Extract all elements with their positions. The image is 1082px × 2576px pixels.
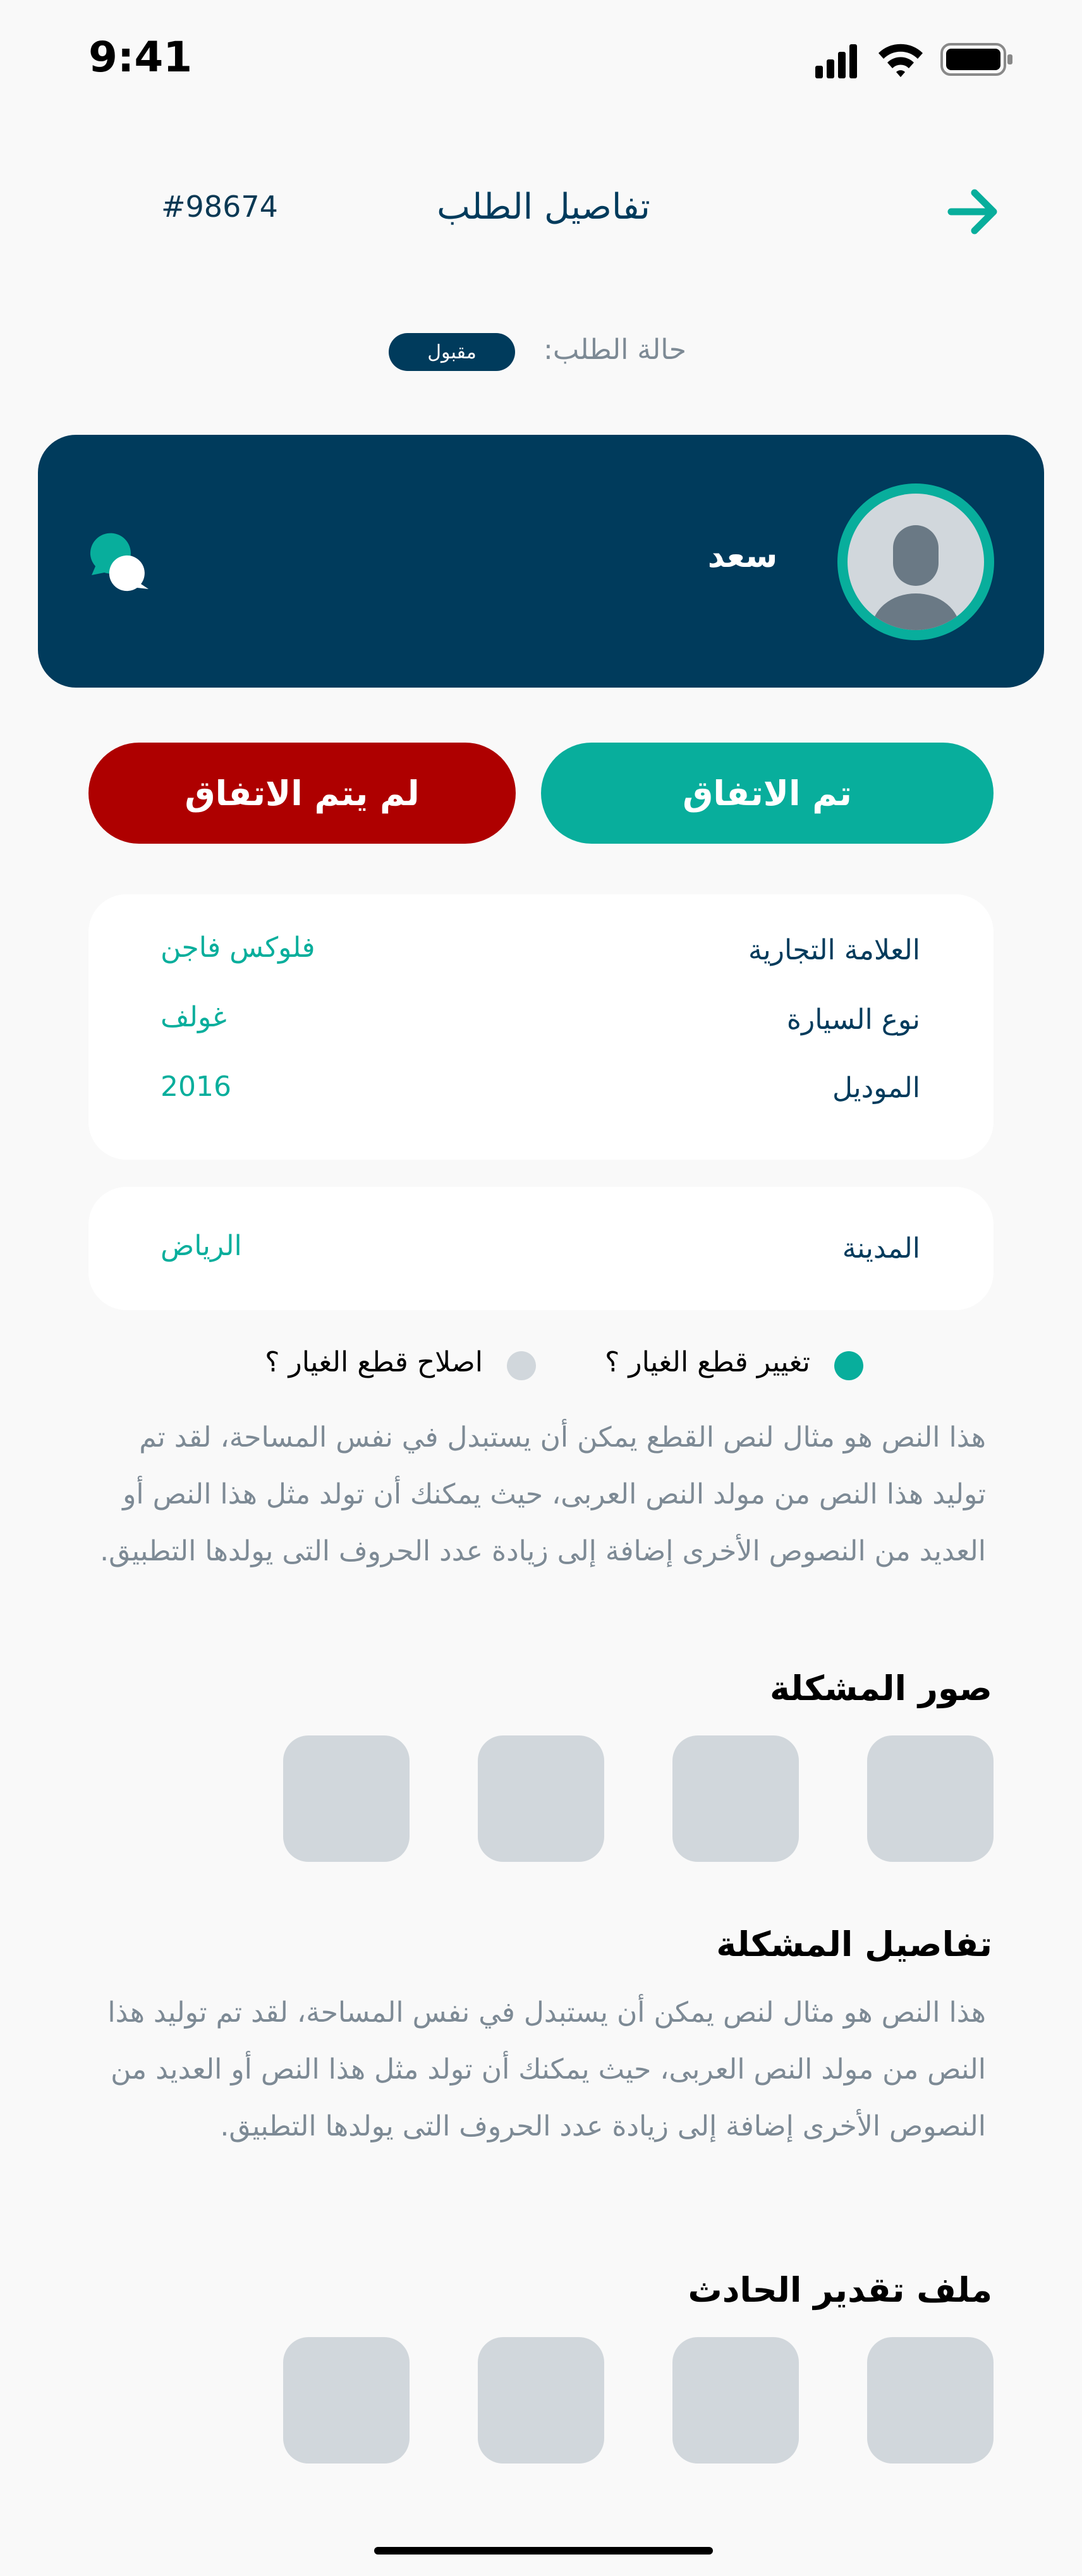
report-file-thumb[interactable] <box>672 2337 799 2464</box>
problem-photo-thumb[interactable] <box>672 1735 799 1862</box>
user-icon <box>848 494 984 630</box>
city-label: المدينة <box>842 1232 920 1265</box>
chat-icon[interactable] <box>85 531 155 594</box>
brand-label: العلامة التجارية <box>748 934 920 966</box>
problem-details-text: هذا النص هو مثال لنص يمكن أن يستبدل في نفس المساحة، لقد تم توليد هذا النص من مولد النص العربى، حيث يمكنك أن تولد مثل هذا النص أو العديد من النصوص الأخرى إضافة إلى زيادة عدد الحروف التى يولدها التطبيق. <box>107 1996 986 2142</box>
model-label: الموديل <box>832 1072 920 1104</box>
radio-repair-parts-label[interactable]: اصلاح قطع الغيار ؟ <box>265 1346 483 1378</box>
car-type-value: غولف <box>161 1001 227 1033</box>
radio-repair-parts[interactable] <box>507 1351 536 1380</box>
home-indicator <box>374 2547 713 2555</box>
user-name: سعد <box>707 537 778 575</box>
car-type-label: نوع السيارة <box>786 1004 920 1036</box>
signal-icon <box>815 44 857 78</box>
status-badge: مقبول <box>389 333 515 371</box>
problem-details-title: تفاصيل المشكلة <box>716 1924 992 1964</box>
radio-change-parts-label[interactable]: تغيير قطع الغيار ؟ <box>605 1346 810 1378</box>
disagree-button[interactable]: لم يتم الاتفاق <box>88 743 516 844</box>
problem-photo-thumb[interactable] <box>478 1735 604 1862</box>
report-file-thumb[interactable] <box>478 2337 604 2464</box>
report-file-thumb[interactable] <box>867 2337 994 2464</box>
agree-button[interactable]: تم الاتفاق <box>541 743 994 844</box>
problem-photo-thumb[interactable] <box>283 1735 410 1862</box>
page-title: تفاصيل الطلب <box>437 186 650 228</box>
city-value: الرياض <box>161 1230 242 1262</box>
order-description: هذا النص هو مثال لنص القطع يمكن أن يستبدل في نفس المساحة، لقد تم توليد هذا النص من مولد النص العربى، حيث يمكنك أن تولد مثل هذا النص أو العديد من النصوص الأخرى إضافة إلى زيادة عدد الحروف التى يولدها التطبيق. <box>100 1421 986 1567</box>
accident-report-title: ملف تقدير الحادث <box>688 2270 992 2310</box>
status-icons <box>815 42 1018 80</box>
model-value: 2016 <box>161 1071 231 1103</box>
problem-photo-thumb[interactable] <box>867 1735 994 1862</box>
wifi-icon <box>878 44 923 77</box>
brand-value: فلوكس فاجن <box>161 932 315 964</box>
order-id: #98674 <box>161 190 278 224</box>
status-time: 9:41 <box>88 33 193 82</box>
avatar-placeholder <box>848 494 984 630</box>
order-status-label: حالة الطلب: <box>544 334 686 366</box>
back-arrow-icon[interactable] <box>942 180 1005 243</box>
radio-change-parts[interactable] <box>834 1351 863 1380</box>
report-file-thumb[interactable] <box>283 2337 410 2464</box>
battery-icon <box>942 44 1012 75</box>
problem-photos-title: صور المشكلة <box>769 1668 992 1708</box>
